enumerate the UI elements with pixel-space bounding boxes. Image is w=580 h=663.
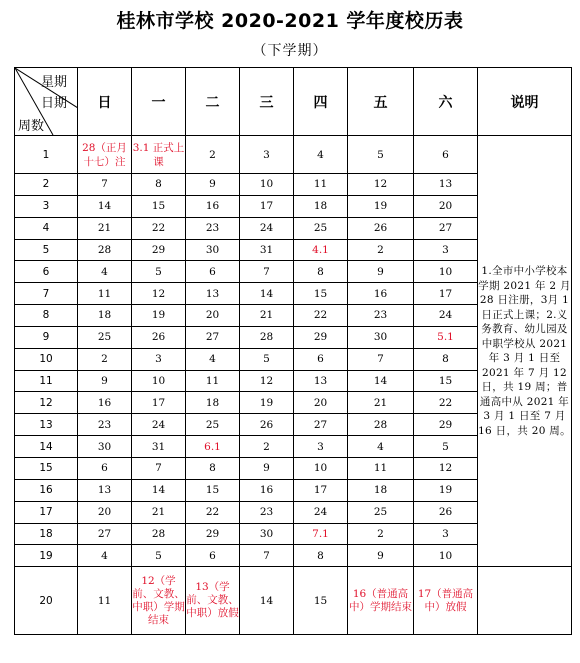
date-cell-sunday: 28（正月十七）注 bbox=[78, 136, 132, 174]
date-cell-tuesday: 23 bbox=[186, 217, 240, 239]
date-cell-saturday: 10 bbox=[414, 545, 478, 567]
date-cell-tuesday: 6 bbox=[186, 545, 240, 567]
week-number: 2 bbox=[15, 174, 78, 196]
date-cell-thursday: 3 bbox=[294, 436, 348, 458]
date-cell-friday: 2 bbox=[348, 523, 414, 545]
date-cell-saturday: 17 bbox=[414, 283, 478, 305]
date-cell-friday: 21 bbox=[348, 392, 414, 414]
date-cell-tuesday: 2 bbox=[186, 136, 240, 174]
date-cell-monday: 26 bbox=[132, 326, 186, 348]
date-cell-sunday: 4 bbox=[78, 545, 132, 567]
date-cell-sunday: 25 bbox=[78, 326, 132, 348]
date-cell-tuesday: 4 bbox=[186, 348, 240, 370]
date-cell-monday: 8 bbox=[132, 174, 186, 196]
notes-cell: 1.全市中小学校本学期 2021 年 2 月 28 日注册，3月 1 日正式上课；2.义务教育、幼儿园及中职学校从 2021 年 3 月 1 日至 2021 年 7 月 12 日，共 19 周；普通高中从 2021 年 3 月 1 日至 7 月 16 日，共 20 周。 bbox=[478, 136, 572, 567]
week-number: 10 bbox=[15, 348, 78, 370]
date-cell-wednesday: 19 bbox=[240, 392, 294, 414]
date-cell-friday: 26 bbox=[348, 217, 414, 239]
week-number: 6 bbox=[15, 261, 78, 283]
date-cell-thursday: 11 bbox=[294, 174, 348, 196]
date-cell-friday: 16 bbox=[348, 283, 414, 305]
date-cell-monday: 22 bbox=[132, 217, 186, 239]
date-cell-thursday: 8 bbox=[294, 545, 348, 567]
week-row-1 bbox=[15, 136, 572, 174]
date-cell-saturday: 12 bbox=[414, 457, 478, 479]
week-number: 17 bbox=[15, 501, 78, 523]
date-cell-thursday: 24 bbox=[294, 501, 348, 523]
date-cell-monday: 21 bbox=[132, 501, 186, 523]
date-cell-thursday: 17 bbox=[294, 479, 348, 501]
week-number: 14 bbox=[15, 436, 78, 458]
date-cell-sunday: 9 bbox=[78, 370, 132, 392]
date-cell-saturday: 17（普通高中）放假 bbox=[414, 567, 478, 635]
date-cell-tuesday: 8 bbox=[186, 457, 240, 479]
date-cell-thursday: 7.1 bbox=[294, 523, 348, 545]
notes-blank-cell bbox=[478, 567, 572, 635]
date-cell-monday: 7 bbox=[132, 457, 186, 479]
week-number: 16 bbox=[15, 479, 78, 501]
date-cell-thursday: 4.1 bbox=[294, 239, 348, 261]
date-cell-saturday: 5 bbox=[414, 436, 478, 458]
date-cell-wednesday: 21 bbox=[240, 305, 294, 327]
date-cell-saturday: 5.1 bbox=[414, 326, 478, 348]
date-cell-wednesday: 2 bbox=[240, 436, 294, 458]
week-number: 13 bbox=[15, 414, 78, 436]
date-cell-sunday: 30 bbox=[78, 436, 132, 458]
date-cell-thursday: 15 bbox=[294, 283, 348, 305]
page-subtitle: （下学期） bbox=[252, 43, 328, 59]
date-cell-saturday: 26 bbox=[414, 501, 478, 523]
date-cell-monday: 3.1 正式上课 bbox=[132, 136, 186, 174]
date-cell-friday: 5 bbox=[348, 136, 414, 174]
date-cell-thursday: 20 bbox=[294, 392, 348, 414]
date-cell-saturday: 29 bbox=[414, 414, 478, 436]
date-cell-monday: 24 bbox=[132, 414, 186, 436]
date-cell-tuesday: 13（学前、文教、中职）放假 bbox=[186, 567, 240, 635]
date-cell-saturday: 22 bbox=[414, 392, 478, 414]
date-cell-thursday: 15 bbox=[294, 567, 348, 635]
date-cell-wednesday: 16 bbox=[240, 479, 294, 501]
header-thursday: 四 bbox=[294, 68, 348, 136]
date-cell-tuesday: 25 bbox=[186, 414, 240, 436]
date-cell-saturday: 10 bbox=[414, 261, 478, 283]
date-cell-saturday: 13 bbox=[414, 174, 478, 196]
header-saturday: 六 bbox=[414, 68, 478, 136]
date-cell-monday: 19 bbox=[132, 305, 186, 327]
date-cell-saturday: 20 bbox=[414, 195, 478, 217]
date-cell-thursday: 27 bbox=[294, 414, 348, 436]
date-cell-wednesday: 7 bbox=[240, 545, 294, 567]
date-cell-tuesday: 11 bbox=[186, 370, 240, 392]
date-cell-wednesday: 26 bbox=[240, 414, 294, 436]
date-cell-friday: 9 bbox=[348, 261, 414, 283]
date-cell-friday: 28 bbox=[348, 414, 414, 436]
date-cell-friday: 30 bbox=[348, 326, 414, 348]
date-cell-saturday: 27 bbox=[414, 217, 478, 239]
date-cell-monday: 12（学前、文教、中职）学期结束 bbox=[132, 567, 186, 635]
corner-label-weekday: 星期 bbox=[41, 75, 68, 90]
date-cell-sunday: 18 bbox=[78, 305, 132, 327]
date-cell-friday: 4 bbox=[348, 436, 414, 458]
date-cell-monday: 12 bbox=[132, 283, 186, 305]
date-cell-friday: 19 bbox=[348, 195, 414, 217]
date-cell-thursday: 22 bbox=[294, 305, 348, 327]
date-cell-tuesday: 9 bbox=[186, 174, 240, 196]
week-number: 20 bbox=[15, 567, 78, 635]
date-cell-monday: 14 bbox=[132, 479, 186, 501]
date-cell-monday: 10 bbox=[132, 370, 186, 392]
date-cell-tuesday: 29 bbox=[186, 523, 240, 545]
week-number: 5 bbox=[15, 239, 78, 261]
date-cell-tuesday: 22 bbox=[186, 501, 240, 523]
date-cell-monday: 15 bbox=[132, 195, 186, 217]
date-cell-tuesday: 27 bbox=[186, 326, 240, 348]
date-cell-wednesday: 30 bbox=[240, 523, 294, 545]
page-title: 桂林市学校 2020-2021 学年度校历表 bbox=[116, 10, 464, 32]
date-cell-friday: 11 bbox=[348, 457, 414, 479]
date-cell-wednesday: 28 bbox=[240, 326, 294, 348]
week-number: 7 bbox=[15, 283, 78, 305]
header-row bbox=[15, 68, 572, 136]
week-number: 1 bbox=[15, 136, 78, 174]
date-cell-thursday: 18 bbox=[294, 195, 348, 217]
week-number: 15 bbox=[15, 457, 78, 479]
date-cell-thursday: 4 bbox=[294, 136, 348, 174]
date-cell-saturday: 24 bbox=[414, 305, 478, 327]
date-cell-sunday: 2 bbox=[78, 348, 132, 370]
date-cell-tuesday: 6.1 bbox=[186, 436, 240, 458]
date-cell-sunday: 14 bbox=[78, 195, 132, 217]
date-cell-wednesday: 9 bbox=[240, 457, 294, 479]
date-cell-wednesday: 5 bbox=[240, 348, 294, 370]
date-cell-tuesday: 20 bbox=[186, 305, 240, 327]
corner-label-week-number: 周数 bbox=[18, 119, 45, 134]
date-cell-sunday: 20 bbox=[78, 501, 132, 523]
header-sunday: 日 bbox=[78, 68, 132, 136]
header-friday: 五 bbox=[348, 68, 414, 136]
week-number: 3 bbox=[15, 195, 78, 217]
date-cell-sunday: 13 bbox=[78, 479, 132, 501]
date-cell-friday: 12 bbox=[348, 174, 414, 196]
date-cell-tuesday: 13 bbox=[186, 283, 240, 305]
week-number: 12 bbox=[15, 392, 78, 414]
date-cell-monday: 17 bbox=[132, 392, 186, 414]
date-cell-thursday: 13 bbox=[294, 370, 348, 392]
date-cell-sunday: 16 bbox=[78, 392, 132, 414]
date-cell-monday: 29 bbox=[132, 239, 186, 261]
date-cell-sunday: 4 bbox=[78, 261, 132, 283]
date-cell-saturday: 3 bbox=[414, 523, 478, 545]
date-cell-thursday: 8 bbox=[294, 261, 348, 283]
date-cell-saturday: 6 bbox=[414, 136, 478, 174]
date-cell-friday: 23 bbox=[348, 305, 414, 327]
date-cell-thursday: 29 bbox=[294, 326, 348, 348]
date-cell-wednesday: 10 bbox=[240, 174, 294, 196]
week-number: 18 bbox=[15, 523, 78, 545]
date-cell-saturday: 8 bbox=[414, 348, 478, 370]
date-cell-tuesday: 16 bbox=[186, 195, 240, 217]
date-cell-friday: 2 bbox=[348, 239, 414, 261]
date-cell-friday: 18 bbox=[348, 479, 414, 501]
week-number: 11 bbox=[15, 370, 78, 392]
date-cell-sunday: 11 bbox=[78, 567, 132, 635]
date-cell-sunday: 21 bbox=[78, 217, 132, 239]
date-cell-wednesday: 17 bbox=[240, 195, 294, 217]
date-cell-monday: 31 bbox=[132, 436, 186, 458]
date-cell-wednesday: 3 bbox=[240, 136, 294, 174]
date-cell-thursday: 10 bbox=[294, 457, 348, 479]
date-cell-saturday: 3 bbox=[414, 239, 478, 261]
date-cell-friday: 9 bbox=[348, 545, 414, 567]
header-wednesday: 三 bbox=[240, 68, 294, 136]
date-cell-monday: 5 bbox=[132, 261, 186, 283]
week-number: 19 bbox=[15, 545, 78, 567]
date-cell-friday: 25 bbox=[348, 501, 414, 523]
date-cell-wednesday: 12 bbox=[240, 370, 294, 392]
date-cell-sunday: 23 bbox=[78, 414, 132, 436]
week-row-20 bbox=[15, 567, 572, 635]
date-cell-wednesday: 7 bbox=[240, 261, 294, 283]
date-cell-thursday: 6 bbox=[294, 348, 348, 370]
date-cell-thursday: 25 bbox=[294, 217, 348, 239]
date-cell-wednesday: 24 bbox=[240, 217, 294, 239]
corner-label-date: 日期 bbox=[41, 96, 68, 111]
date-cell-sunday: 27 bbox=[78, 523, 132, 545]
date-cell-tuesday: 15 bbox=[186, 479, 240, 501]
week-number: 9 bbox=[15, 326, 78, 348]
date-cell-saturday: 19 bbox=[414, 479, 478, 501]
header-monday: 一 bbox=[132, 68, 186, 136]
date-cell-friday: 16（普通高中）学期结束 bbox=[348, 567, 414, 635]
date-cell-tuesday: 18 bbox=[186, 392, 240, 414]
calendar-table bbox=[14, 67, 572, 635]
date-cell-sunday: 11 bbox=[78, 283, 132, 305]
header-tuesday: 二 bbox=[186, 68, 240, 136]
date-cell-monday: 5 bbox=[132, 545, 186, 567]
date-cell-monday: 3 bbox=[132, 348, 186, 370]
date-cell-sunday: 6 bbox=[78, 457, 132, 479]
date-cell-wednesday: 14 bbox=[240, 567, 294, 635]
date-cell-monday: 28 bbox=[132, 523, 186, 545]
date-cell-friday: 7 bbox=[348, 348, 414, 370]
date-cell-sunday: 7 bbox=[78, 174, 132, 196]
corner-header-cell bbox=[15, 68, 78, 136]
date-cell-wednesday: 14 bbox=[240, 283, 294, 305]
date-cell-wednesday: 23 bbox=[240, 501, 294, 523]
date-cell-tuesday: 30 bbox=[186, 239, 240, 261]
date-cell-saturday: 15 bbox=[414, 370, 478, 392]
week-number: 4 bbox=[15, 217, 78, 239]
date-cell-friday: 14 bbox=[348, 370, 414, 392]
date-cell-wednesday: 31 bbox=[240, 239, 294, 261]
header-notes: 说明 bbox=[478, 68, 572, 136]
week-number: 8 bbox=[15, 305, 78, 327]
date-cell-sunday: 28 bbox=[78, 239, 132, 261]
date-cell-tuesday: 6 bbox=[186, 261, 240, 283]
